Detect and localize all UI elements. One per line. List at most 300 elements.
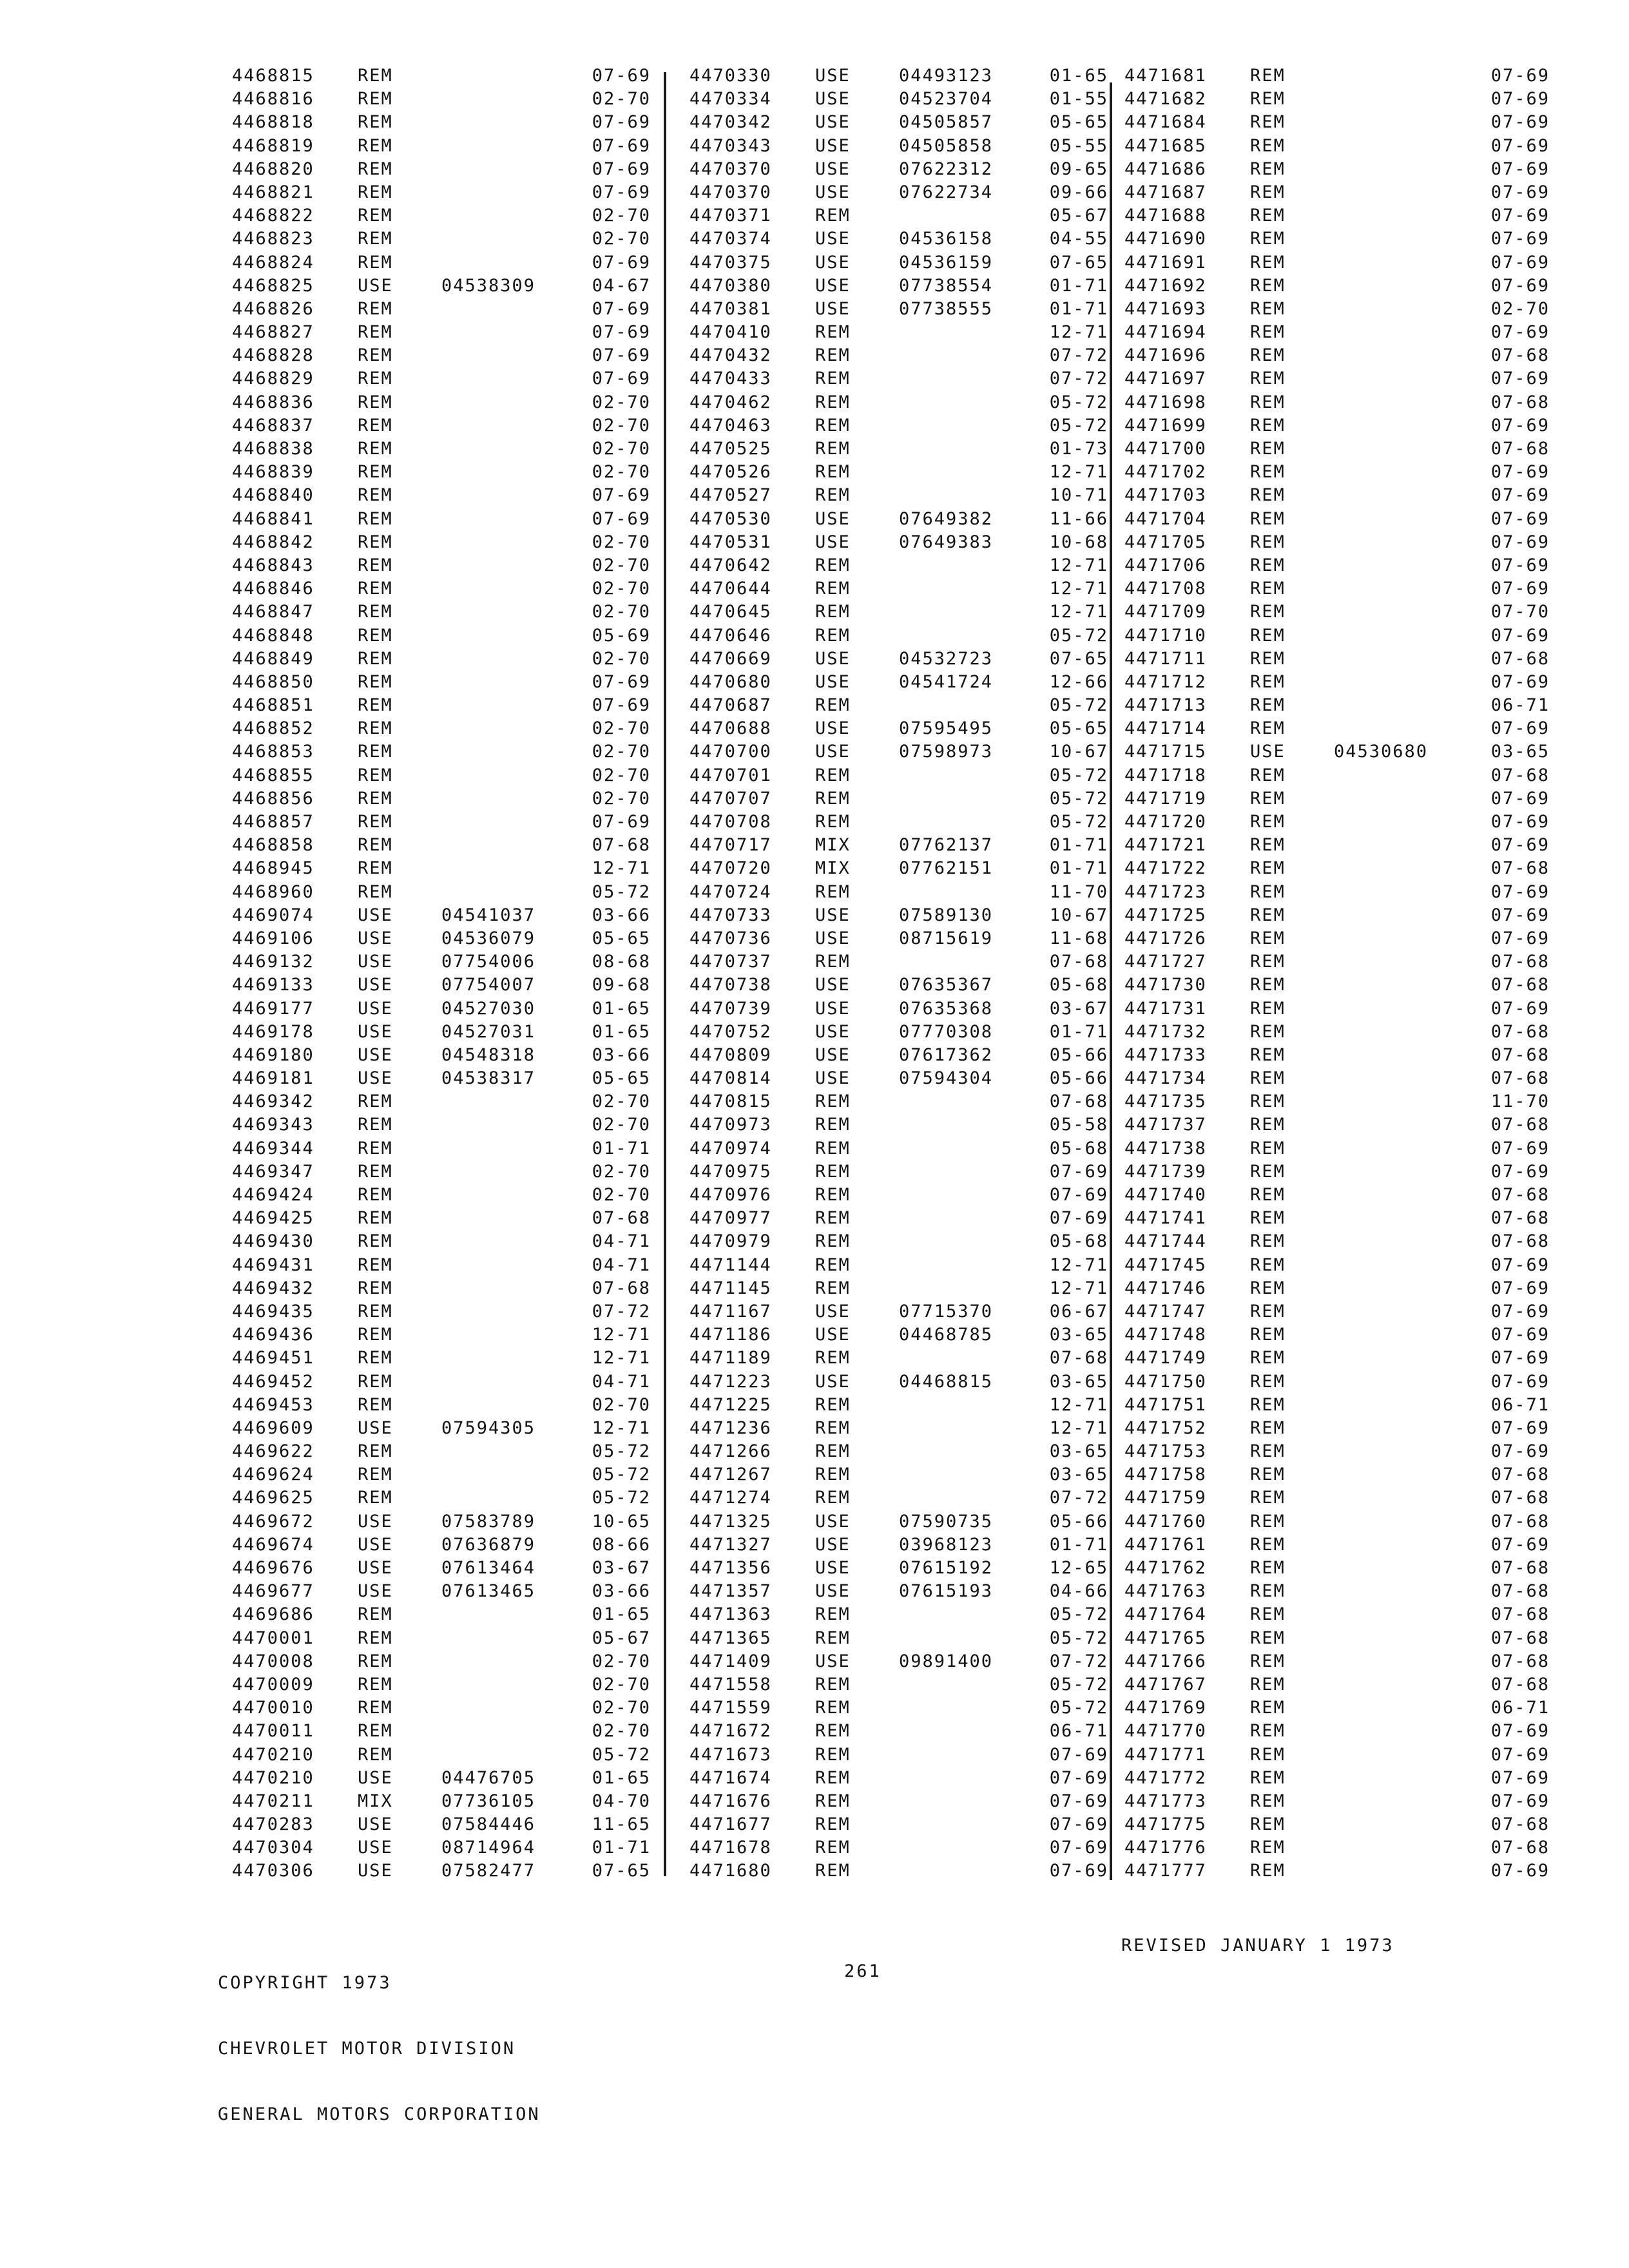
part-number: 4471771 — [1124, 1744, 1207, 1765]
action-code: REM — [815, 1628, 851, 1648]
date: 02-70 — [1490, 298, 1550, 319]
part-number: 4470210 — [232, 1767, 314, 1788]
part-number: 4470973 — [689, 1115, 772, 1135]
part-number: 4470306 — [232, 1861, 314, 1881]
action-code: REM — [358, 1185, 393, 1205]
action-code: USE — [815, 671, 851, 692]
date: 02-70 — [592, 1698, 651, 1718]
table-row — [689, 624, 1108, 648]
part-number: 4469343 — [232, 1115, 314, 1135]
part-number: 4471674 — [689, 1767, 772, 1788]
date: 07-69 — [1490, 788, 1550, 809]
table-row — [689, 1580, 1108, 1603]
part-number: 4471731 — [1124, 998, 1207, 1019]
action-code: USE — [815, 89, 851, 110]
table-row — [689, 204, 1108, 227]
part-number: 4471694 — [1124, 322, 1207, 343]
replacement-number: 04523704 — [899, 89, 994, 110]
action-code: REM — [358, 765, 393, 785]
date: 07-69 — [1049, 1161, 1108, 1182]
part-number: 4468829 — [232, 369, 314, 389]
action-code: USE — [815, 928, 851, 948]
date: 12-71 — [592, 858, 651, 879]
replacement-number: 07590735 — [899, 1511, 994, 1532]
action-code: REM — [1250, 835, 1286, 856]
part-number: 4470687 — [689, 695, 772, 716]
table-row — [689, 321, 1108, 344]
date: 07-69 — [1049, 1838, 1108, 1858]
replacement-number: 07613465 — [441, 1581, 536, 1602]
table-row — [232, 671, 651, 694]
table-row — [1124, 274, 1550, 298]
part-number: 4470669 — [689, 648, 772, 669]
part-number: 4470680 — [689, 671, 772, 692]
date: 02-70 — [592, 1115, 651, 1135]
date: 07-69 — [592, 252, 651, 273]
part-number: 4471726 — [1124, 928, 1207, 948]
part-number: 4471167 — [689, 1301, 772, 1321]
date: 07-69 — [1490, 66, 1550, 86]
table-row — [689, 881, 1108, 904]
date: 12-71 — [592, 1325, 651, 1345]
part-number: 4468820 — [232, 159, 314, 179]
part-number: 4471759 — [1124, 1488, 1207, 1508]
table-row — [232, 997, 651, 1021]
table-row — [689, 1230, 1108, 1253]
action-code: USE — [358, 1767, 393, 1788]
action-code: REM — [1250, 788, 1286, 809]
column-divider-1 — [664, 72, 666, 1876]
table-row — [1124, 1580, 1550, 1603]
part-number: 4468826 — [232, 298, 314, 319]
table-row — [1124, 88, 1550, 111]
action-code: REM — [1250, 881, 1286, 902]
action-code: REM — [358, 159, 393, 179]
replacement-number: 07583789 — [441, 1511, 536, 1532]
part-number: 4471698 — [1124, 392, 1207, 412]
action-code: USE — [815, 742, 851, 762]
date: 05-72 — [592, 881, 651, 902]
date: 07-69 — [1490, 322, 1550, 343]
part-number: 4468852 — [232, 718, 314, 739]
date: 07-69 — [1490, 485, 1550, 506]
action-code: REM — [358, 625, 393, 646]
date: 01-65 — [1049, 66, 1108, 86]
part-number: 4471758 — [1124, 1465, 1207, 1485]
table-row — [1124, 717, 1550, 740]
part-number: 4470708 — [689, 812, 772, 832]
action-code: REM — [358, 66, 393, 86]
date: 12-71 — [1049, 322, 1108, 343]
action-code: REM — [1250, 1721, 1286, 1742]
date: 03-66 — [592, 1044, 651, 1065]
part-number: 4471684 — [1124, 112, 1207, 133]
table-row — [1124, 671, 1550, 694]
table-row — [1124, 1463, 1550, 1486]
table-row — [232, 1533, 651, 1557]
action-code: REM — [358, 439, 393, 459]
part-number: 4471676 — [689, 1791, 772, 1811]
action-code: REM — [1250, 625, 1286, 646]
date: 11-65 — [592, 1814, 651, 1835]
part-number: 4468840 — [232, 485, 314, 506]
replacement-number: 08715619 — [899, 928, 994, 948]
action-code: USE — [815, 718, 851, 739]
table-row — [1124, 834, 1550, 857]
table-row — [689, 857, 1108, 880]
part-number: 4469452 — [232, 1371, 314, 1392]
table-row — [232, 648, 651, 671]
date: 07-69 — [1490, 905, 1550, 925]
part-number: 4470342 — [689, 112, 772, 133]
table-row — [232, 1650, 651, 1673]
replacement-number: 04530680 — [1334, 742, 1429, 762]
table-row — [232, 1580, 651, 1603]
part-number: 4470717 — [689, 835, 772, 856]
table-row — [232, 344, 651, 367]
table-row — [232, 1184, 651, 1207]
table-row — [1124, 1627, 1550, 1650]
part-number: 4471709 — [1124, 602, 1207, 622]
part-number: 4469181 — [232, 1068, 314, 1089]
table-row — [232, 740, 651, 764]
action-code: REM — [815, 439, 851, 459]
date: 02-70 — [592, 788, 651, 809]
table-row — [232, 881, 651, 904]
table-row — [689, 461, 1108, 484]
part-number: 4468818 — [232, 112, 314, 133]
part-number: 4471691 — [1124, 252, 1207, 273]
action-code: REM — [358, 1441, 393, 1462]
action-code: REM — [358, 1744, 393, 1765]
part-number: 4468848 — [232, 625, 314, 646]
table-row — [689, 1300, 1108, 1323]
table-row — [232, 1021, 651, 1044]
action-code: REM — [1250, 1091, 1286, 1112]
action-code: REM — [815, 952, 851, 972]
part-number: 4468839 — [232, 462, 314, 483]
date: 01-71 — [592, 1838, 651, 1858]
date: 02-70 — [592, 1674, 651, 1695]
replacement-number: 07582477 — [441, 1861, 536, 1881]
replacement-number: 07584446 — [441, 1814, 536, 1835]
action-code: USE — [815, 1044, 851, 1065]
replacement-number: 04548318 — [441, 1044, 536, 1065]
table-row — [1124, 251, 1550, 274]
part-number: 4471750 — [1124, 1371, 1207, 1392]
date: 07-68 — [1490, 1115, 1550, 1135]
table-row — [689, 1486, 1108, 1510]
part-number: 4470374 — [689, 229, 772, 249]
action-code: USE — [815, 135, 851, 156]
date: 07-69 — [1490, 369, 1550, 389]
date: 05-72 — [592, 1441, 651, 1462]
page-number: 261 — [844, 1961, 882, 1981]
part-number: 4469074 — [232, 905, 314, 925]
action-code: REM — [815, 765, 851, 785]
action-code: REM — [1250, 159, 1286, 179]
action-code: REM — [358, 1231, 393, 1252]
date: 05-72 — [592, 1488, 651, 1508]
date: 12-71 — [1049, 1418, 1108, 1438]
column-divider-2 — [1110, 82, 1112, 1880]
replacement-number: 07589130 — [899, 905, 994, 925]
action-code: REM — [1250, 648, 1286, 669]
date: 07-69 — [1490, 1744, 1550, 1765]
action-code: USE — [358, 1068, 393, 1089]
date: 07-68 — [592, 1208, 651, 1229]
table-row — [1124, 461, 1550, 484]
date: 07-69 — [592, 182, 651, 202]
date: 03-66 — [592, 1581, 651, 1602]
part-number: 4469622 — [232, 1441, 314, 1462]
part-number: 4470370 — [689, 182, 772, 202]
action-code: REM — [1250, 602, 1286, 622]
parts-column-3 — [1124, 64, 1550, 1883]
action-code: MIX — [815, 858, 851, 879]
date: 07-68 — [1490, 1814, 1550, 1835]
table-row — [1124, 974, 1550, 997]
date: 07-69 — [1490, 555, 1550, 575]
table-row — [689, 1510, 1108, 1533]
table-row — [1124, 694, 1550, 717]
action-code: REM — [1250, 1394, 1286, 1415]
part-number: 4471690 — [1124, 229, 1207, 249]
date: 07-68 — [1049, 1091, 1108, 1112]
date: 07-69 — [1490, 275, 1550, 296]
date: 07-72 — [592, 1301, 651, 1321]
date: 07-69 — [1490, 998, 1550, 1019]
action-code: REM — [358, 1651, 393, 1671]
action-code: REM — [358, 462, 393, 483]
date: 02-70 — [592, 532, 651, 552]
part-number: 4471753 — [1124, 1441, 1207, 1462]
table-row — [1124, 1767, 1550, 1790]
part-number: 4468841 — [232, 508, 314, 529]
table-row — [232, 1767, 651, 1790]
action-code: REM — [1250, 1767, 1286, 1788]
table-row — [689, 1463, 1108, 1486]
table-row — [1124, 1744, 1550, 1767]
date: 05-72 — [1049, 1628, 1108, 1648]
replacement-number: 07770308 — [899, 1021, 994, 1042]
part-number: 4470975 — [689, 1161, 772, 1182]
date: 07-72 — [1049, 1488, 1108, 1508]
date: 07-69 — [1049, 1861, 1108, 1881]
date: 07-69 — [1490, 1371, 1550, 1392]
table-row — [689, 1277, 1108, 1300]
replacement-number: 07635368 — [899, 998, 994, 1019]
action-code: REM — [358, 89, 393, 110]
table-row — [689, 1696, 1108, 1720]
table-row — [232, 1370, 651, 1394]
date: 12-71 — [1049, 1254, 1108, 1275]
action-code: REM — [358, 1325, 393, 1345]
part-number: 4469430 — [232, 1231, 314, 1252]
part-number: 4470375 — [689, 252, 772, 273]
table-row — [1124, 811, 1550, 834]
date: 07-69 — [1490, 928, 1550, 948]
date: 08-66 — [592, 1534, 651, 1555]
part-number: 4471772 — [1124, 1767, 1207, 1788]
part-number: 4468849 — [232, 648, 314, 669]
action-code: REM — [815, 485, 851, 506]
date: 07-68 — [592, 1278, 651, 1298]
part-number: 4469106 — [232, 928, 314, 948]
part-number: 4471223 — [689, 1371, 772, 1392]
action-code: REM — [815, 1814, 851, 1835]
part-number: 4470720 — [689, 858, 772, 879]
footer-corporation: GENERAL MOTORS CORPORATION — [218, 2104, 541, 2124]
action-code: REM — [1250, 275, 1286, 296]
part-number: 4470330 — [689, 66, 772, 86]
table-row — [689, 1394, 1108, 1417]
table-row — [232, 1137, 651, 1160]
table-row — [1124, 484, 1550, 507]
part-number: 4470700 — [689, 742, 772, 762]
action-code: USE — [358, 1558, 393, 1578]
part-number: 4468827 — [232, 322, 314, 343]
table-row — [232, 1696, 651, 1720]
part-number: 4471741 — [1124, 1208, 1207, 1229]
part-number: 4468842 — [232, 532, 314, 552]
part-number: 4468825 — [232, 275, 314, 296]
table-row — [232, 1207, 651, 1230]
action-code: REM — [1250, 229, 1286, 249]
part-number: 4471677 — [689, 1814, 772, 1835]
part-number: 4470707 — [689, 788, 772, 809]
part-number: 4469609 — [232, 1418, 314, 1438]
date: 05-66 — [1049, 1044, 1108, 1065]
date: 11-70 — [1049, 881, 1108, 902]
action-code: REM — [1250, 718, 1286, 739]
action-code: USE — [815, 1021, 851, 1042]
date: 10-68 — [1049, 532, 1108, 552]
date: 01-71 — [1049, 1021, 1108, 1042]
action-code: REM — [815, 1278, 851, 1298]
action-code: REM — [1250, 1278, 1286, 1298]
part-number: 4468857 — [232, 812, 314, 832]
replacement-number: 07754007 — [441, 975, 536, 995]
date: 10-71 — [1049, 485, 1108, 506]
date: 07-69 — [592, 508, 651, 529]
date: 07-69 — [1490, 1138, 1550, 1158]
date: 07-69 — [592, 671, 651, 692]
action-code: USE — [358, 1021, 393, 1042]
part-number: 4471236 — [689, 1418, 772, 1438]
date: 11-66 — [1049, 508, 1108, 529]
action-code: REM — [1250, 415, 1286, 436]
date: 07-68 — [1490, 1068, 1550, 1089]
table-row — [232, 1486, 651, 1510]
part-number: 4468846 — [232, 579, 314, 599]
table-row — [232, 811, 651, 834]
action-code: REM — [358, 1371, 393, 1392]
part-number: 4471704 — [1124, 508, 1207, 529]
action-code: REM — [1250, 1371, 1286, 1392]
table-row — [1124, 1021, 1550, 1044]
part-number: 4471747 — [1124, 1301, 1207, 1321]
part-number: 4468960 — [232, 881, 314, 902]
action-code: USE — [815, 1301, 851, 1321]
action-code: USE — [815, 1325, 851, 1345]
date: 07-68 — [1490, 858, 1550, 879]
table-row — [689, 1417, 1108, 1440]
action-code: REM — [1250, 1208, 1286, 1229]
table-row — [1124, 904, 1550, 927]
action-code: REM — [815, 462, 851, 483]
action-code: REM — [1250, 812, 1286, 832]
action-code: USE — [815, 298, 851, 319]
part-number: 4468821 — [232, 182, 314, 202]
table-row — [689, 1533, 1108, 1557]
part-number: 4470977 — [689, 1208, 772, 1229]
table-row — [689, 1254, 1108, 1277]
action-code: USE — [815, 1371, 851, 1392]
action-code: REM — [1250, 1604, 1286, 1625]
action-code: REM — [1250, 975, 1286, 995]
table-row — [1124, 950, 1550, 974]
action-code: REM — [815, 1254, 851, 1275]
part-number: 4470370 — [689, 159, 772, 179]
part-number: 4471356 — [689, 1558, 772, 1578]
part-number: 4471711 — [1124, 648, 1207, 669]
table-row — [232, 717, 651, 740]
part-number: 4471760 — [1124, 1511, 1207, 1532]
action-code: REM — [815, 1441, 851, 1462]
table-row — [232, 1090, 651, 1113]
action-code: REM — [1250, 1301, 1286, 1321]
action-code: REM — [1250, 508, 1286, 529]
part-number: 4471722 — [1124, 858, 1207, 879]
date: 07-68 — [1490, 439, 1550, 459]
replacement-number: 04527030 — [441, 998, 536, 1019]
part-number: 4471189 — [689, 1348, 772, 1369]
action-code: REM — [1250, 1838, 1286, 1858]
part-number: 4471762 — [1124, 1558, 1207, 1578]
table-row — [689, 811, 1108, 834]
date: 05-55 — [1049, 135, 1108, 156]
part-number: 4471703 — [1124, 485, 1207, 506]
part-number: 4471752 — [1124, 1418, 1207, 1438]
replacement-number: 07594305 — [441, 1418, 536, 1438]
action-code: REM — [815, 1231, 851, 1252]
date: 05-65 — [592, 1068, 651, 1089]
date: 07-69 — [1049, 1744, 1108, 1765]
action-code: REM — [358, 1301, 393, 1321]
table-row — [232, 461, 651, 484]
action-code: REM — [1250, 1744, 1286, 1765]
table-row — [232, 857, 651, 880]
part-number: 4470646 — [689, 625, 772, 646]
part-number: 4471725 — [1124, 905, 1207, 925]
table-row — [1124, 787, 1550, 811]
table-row — [232, 1673, 651, 1696]
replacement-number: 04538309 — [441, 275, 536, 296]
part-number: 4471267 — [689, 1465, 772, 1485]
date: 02-70 — [592, 439, 651, 459]
part-number: 4469431 — [232, 1254, 314, 1275]
action-code: REM — [815, 1861, 851, 1881]
part-number: 4470739 — [689, 998, 772, 1019]
date: 09-65 — [1049, 159, 1108, 179]
action-code: REM — [1250, 579, 1286, 599]
action-code: REM — [358, 1348, 393, 1369]
action-code: USE — [815, 1068, 851, 1089]
part-number: 4470752 — [689, 1021, 772, 1042]
date: 03-66 — [592, 905, 651, 925]
action-code: REM — [1250, 532, 1286, 552]
